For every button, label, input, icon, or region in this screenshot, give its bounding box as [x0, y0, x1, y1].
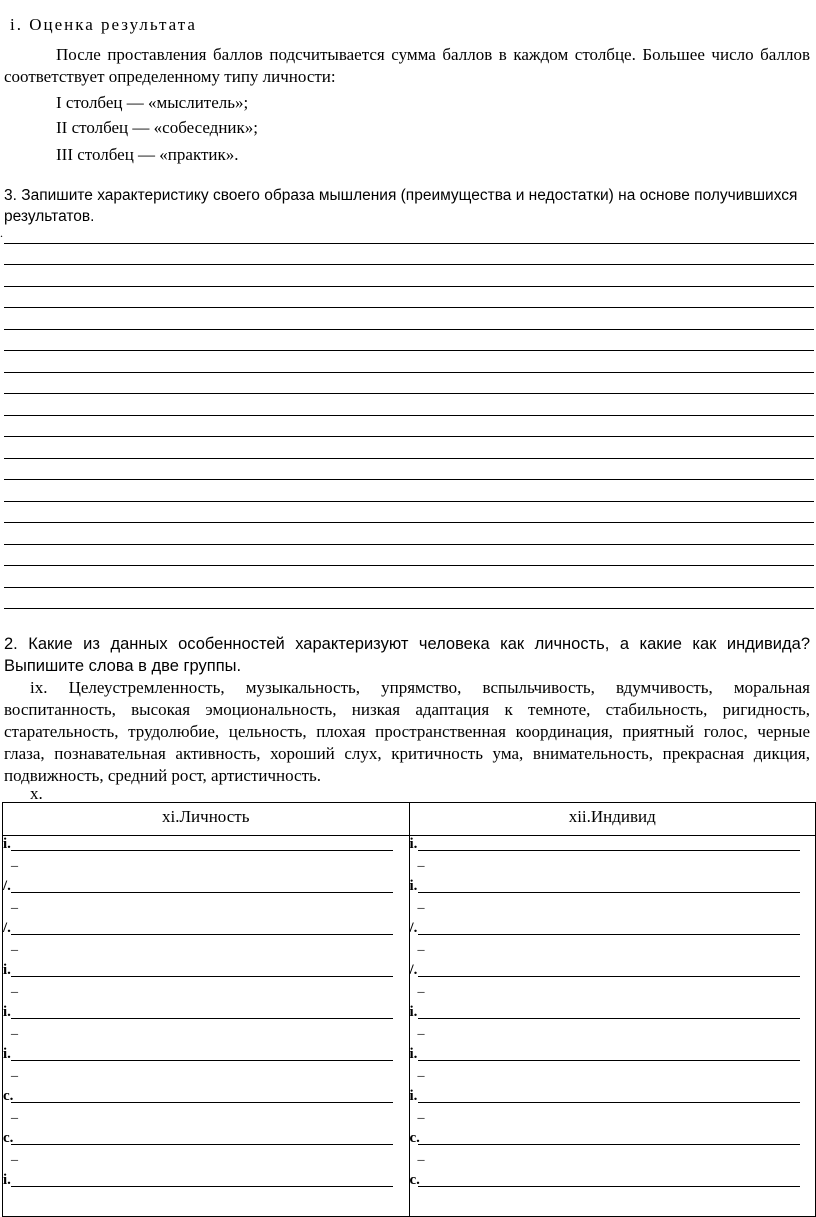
header-individ: xii.Индивид	[409, 803, 816, 836]
x-label: x.	[30, 784, 43, 803]
row-number-mark: /.	[409, 920, 418, 936]
row-number-mark: c.	[409, 1130, 420, 1146]
answer-line[interactable]	[11, 850, 393, 851]
answer-line[interactable]	[11, 1060, 393, 1061]
dash-mark: _	[417, 1148, 425, 1163]
row-number-mark: i.	[409, 1046, 418, 1062]
dash-mark: _	[11, 980, 18, 995]
answer-writing-line[interactable]	[4, 522, 814, 523]
individ-answer-row[interactable]	[410, 920, 800, 962]
individ-answer-row[interactable]	[410, 1172, 800, 1214]
dash-mark: _	[417, 980, 425, 995]
answer-line[interactable]	[11, 934, 393, 935]
individ-answer-row[interactable]	[410, 1088, 800, 1130]
individ-answer-row[interactable]	[410, 1130, 800, 1172]
row-number-mark: i.	[3, 1046, 11, 1062]
dash-mark: _	[417, 1022, 425, 1037]
answer-writing-line[interactable]	[4, 286, 814, 287]
dash-mark: _	[417, 938, 425, 953]
answer-line[interactable]	[418, 1186, 800, 1187]
row-number-mark: i.	[409, 1088, 418, 1104]
answer-line[interactable]	[418, 976, 800, 977]
dash-mark: _	[11, 1106, 18, 1121]
row-number-mark: c.	[409, 1172, 420, 1188]
individ-answer-row[interactable]	[410, 962, 800, 1004]
word-list: ix. Целеустремленность, музыкальность, упрямство, вспыльчивость, вдумчивость, моральная воспитанность, высокая эмоциональность, низкая адаптация к темноте, стабильность, ригидность, старательность, трудолюбие, цельность, плохая пространственная координация, приятный голос, черные глаза, познавательная активность, хороший слух, критичность ума, внимательность, прекрасная дикция, подвижность, средний рост, артистичность.	[4, 678, 810, 785]
answer-writing-line[interactable]	[4, 608, 814, 609]
section-heading: i. Оценка результата	[10, 15, 197, 34]
answer-writing-line[interactable]	[4, 307, 814, 308]
task3-instruction: 3. Запишите характеристику своего образа мышления (преимущества и недостатки) на основе получившихся результатов.	[4, 187, 798, 225]
individ-answer-row[interactable]	[410, 878, 800, 920]
answer-writing-line[interactable]	[4, 587, 814, 588]
dash-mark: _	[417, 854, 425, 869]
row-number-mark: c.	[3, 1130, 14, 1146]
lichnost-answer-row[interactable]	[3, 878, 393, 920]
individ-answer-row[interactable]	[410, 836, 800, 878]
answer-writing-line[interactable]	[4, 415, 814, 416]
dash-mark: _	[11, 896, 18, 911]
dash-mark: _	[11, 1148, 18, 1163]
answer-writing-line[interactable]	[4, 350, 814, 351]
lichnost-answer-row[interactable]	[3, 1130, 393, 1172]
row-number-mark: i.	[3, 1004, 11, 1020]
answer-writing-line[interactable]	[4, 479, 814, 480]
lichnost-column[interactable]	[3, 836, 409, 1216]
leading-mark: .	[0, 226, 3, 240]
answer-line[interactable]	[11, 1018, 393, 1019]
answer-writing-line[interactable]	[4, 544, 814, 545]
answer-line[interactable]	[11, 1144, 393, 1145]
lichnost-answer-row[interactable]	[3, 1004, 393, 1046]
dash-mark: _	[417, 1064, 425, 1079]
answer-line[interactable]	[11, 1102, 393, 1103]
row-number-mark: i.	[3, 962, 11, 978]
answer-writing-line[interactable]	[4, 393, 814, 394]
lichnost-answer-row[interactable]	[3, 962, 393, 1004]
lichnost-answer-row[interactable]	[3, 836, 393, 878]
row-number-mark: /.	[409, 962, 418, 978]
dash-mark: _	[417, 896, 425, 911]
answer-table	[2, 802, 816, 1217]
answer-line[interactable]	[418, 1060, 800, 1061]
dash-mark: _	[417, 1106, 425, 1121]
answer-line[interactable]	[418, 892, 800, 893]
row-number-mark: i.	[409, 1004, 418, 1020]
header-lichnost: xi.Личность	[3, 803, 410, 836]
dash-mark: _	[11, 1022, 18, 1037]
column-2-line: II столбец — «собеседник»;	[56, 118, 258, 137]
answer-writing-line[interactable]	[4, 436, 814, 437]
answer-line[interactable]	[11, 1186, 393, 1187]
lichnost-answer-row[interactable]	[3, 1088, 393, 1130]
answer-line[interactable]	[418, 1144, 800, 1145]
row-number-mark: /.	[3, 878, 11, 894]
answer-line[interactable]	[418, 934, 800, 935]
answer-writing-line[interactable]	[4, 372, 814, 373]
dash-mark: _	[11, 938, 18, 953]
lichnost-answer-row[interactable]	[3, 1172, 393, 1214]
row-number-mark: i.	[3, 1172, 11, 1188]
answer-writing-line[interactable]	[4, 458, 814, 459]
answer-line[interactable]	[11, 976, 393, 977]
task2-question: 2. Какие из данных особенностей характеризуют человека как личность, а какие как индивида? Выпишите слова в две группы.	[4, 635, 810, 675]
row-number-mark: i.	[409, 836, 418, 852]
lichnost-answer-row[interactable]	[3, 1046, 393, 1088]
dash-mark: _	[11, 1064, 18, 1079]
answer-line[interactable]	[418, 1018, 800, 1019]
answer-writing-line[interactable]	[4, 329, 814, 330]
column-1-line: I столбец — «мыслитель»;	[56, 93, 249, 112]
row-number-mark: i.	[409, 878, 418, 894]
answer-line[interactable]	[418, 850, 800, 851]
row-number-mark: i.	[3, 836, 11, 852]
answer-line[interactable]	[11, 892, 393, 893]
answer-writing-line[interactable]	[4, 243, 814, 244]
column-3-line: III столбец — «практик».	[56, 145, 239, 164]
individ-answer-row[interactable]	[410, 1046, 800, 1088]
answer-writing-line[interactable]	[4, 501, 814, 502]
individ-answer-row[interactable]	[410, 1004, 800, 1046]
answer-writing-line[interactable]	[4, 264, 814, 265]
individ-column[interactable]	[410, 836, 816, 1216]
intro-paragraph: После проставления баллов подсчитывается сумма баллов в каждом столбце. Большее число баллов соответствует определенному типу личности:	[4, 45, 810, 86]
answer-writing-line[interactable]	[4, 565, 814, 566]
lichnost-answer-row[interactable]	[3, 920, 393, 962]
answer-line[interactable]	[418, 1102, 800, 1103]
dash-mark: _	[11, 854, 18, 869]
row-number-mark: /.	[3, 920, 11, 936]
row-number-mark: c.	[3, 1088, 14, 1104]
